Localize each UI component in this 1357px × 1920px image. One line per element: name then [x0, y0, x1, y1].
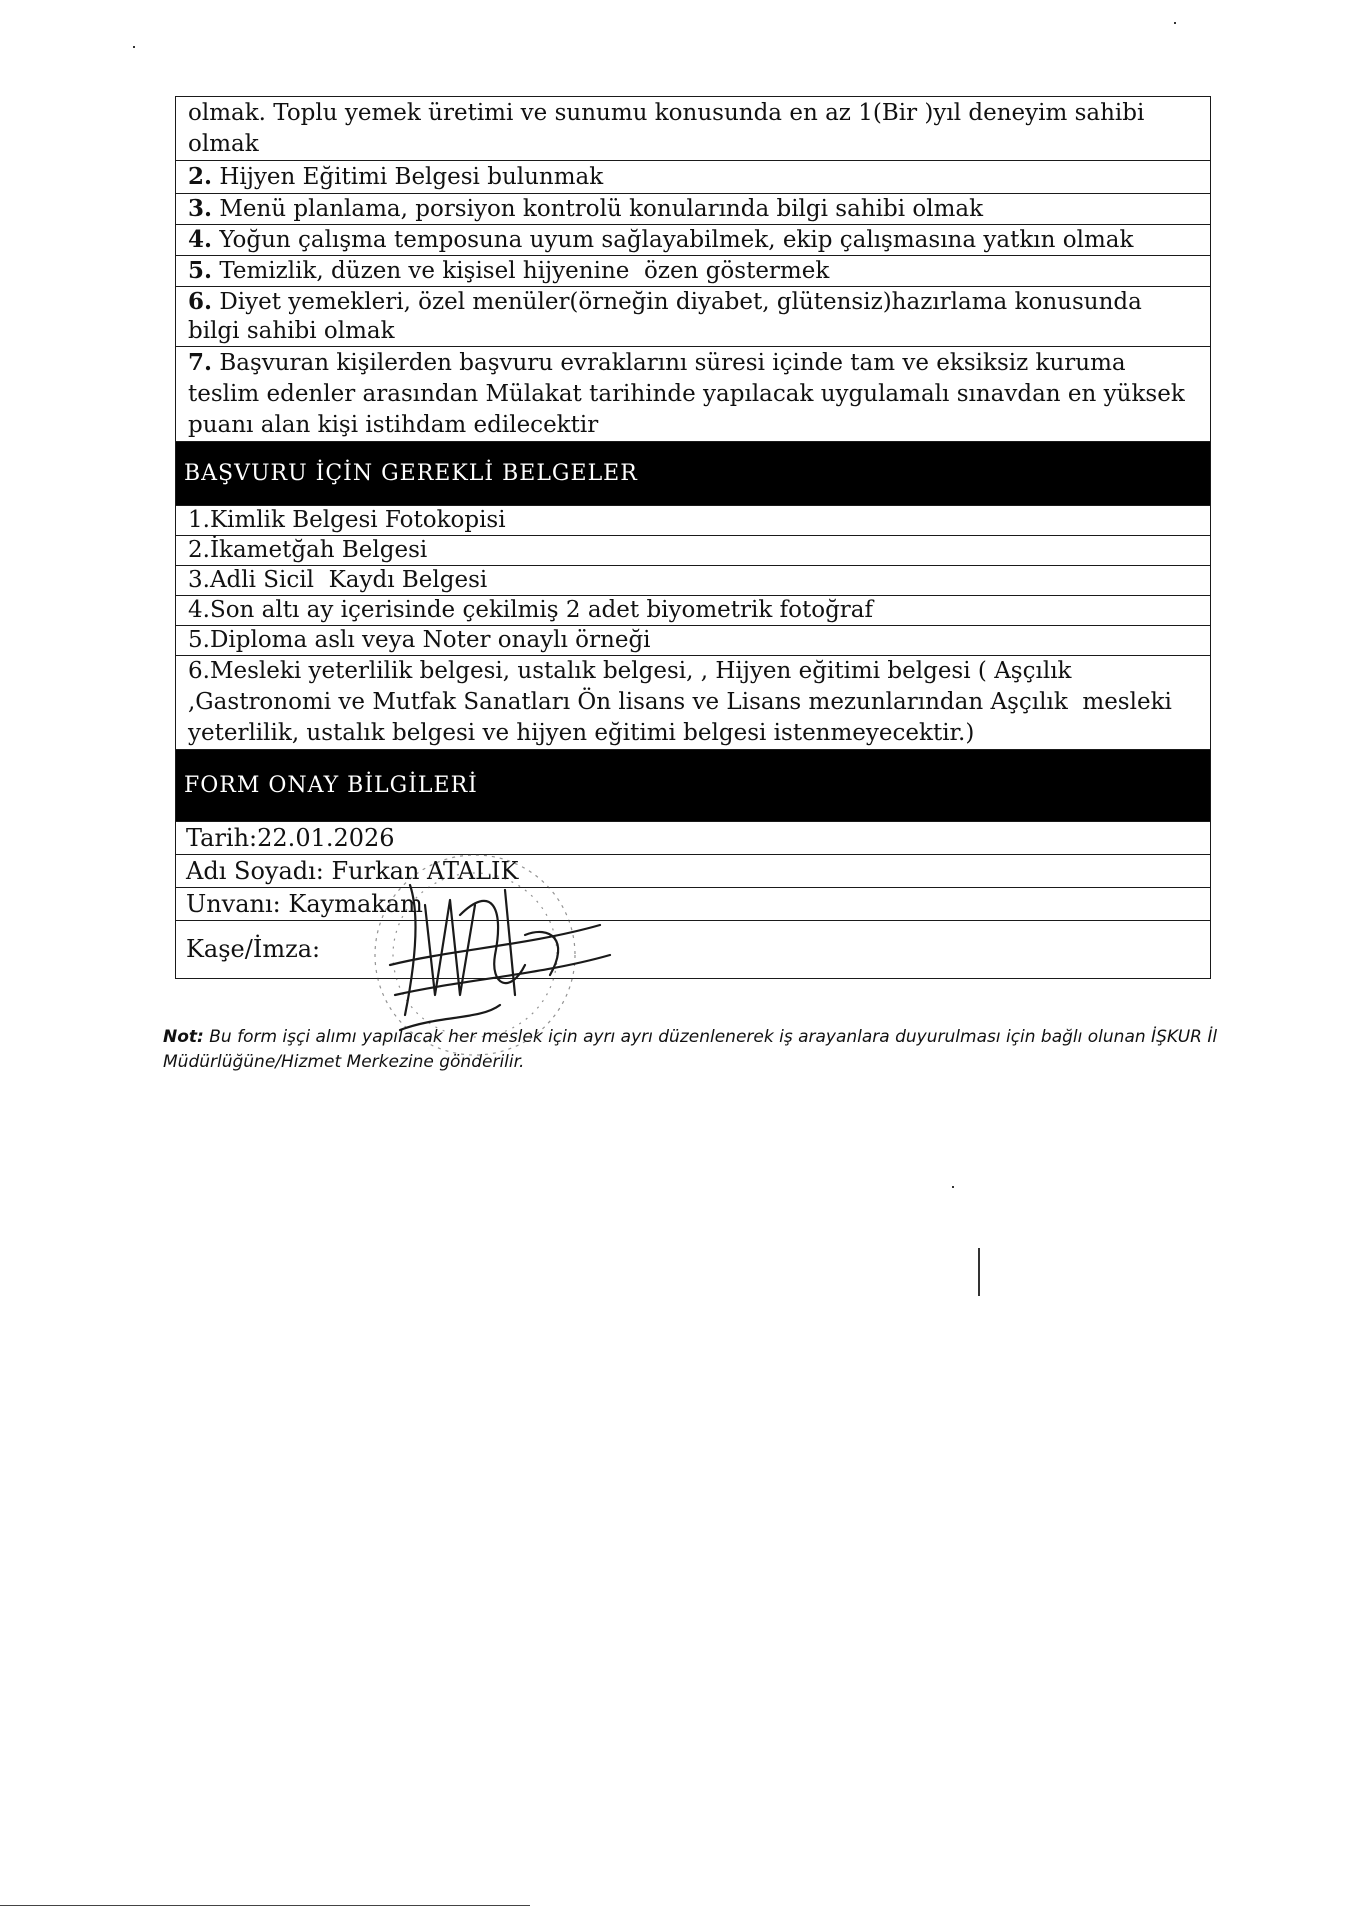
scan-artifact-bottom-line [0, 1905, 530, 1906]
requirement-number: 4. [188, 226, 213, 253]
requirement-row-1-continued [176, 97, 1210, 161]
document-row-4: 4.Son altı ay içerisinde çekilmiş 2 adet biyometrik fotoğraf [176, 596, 1210, 626]
requirement-text: olmak. Toplu yemek üretimi ve sunumu konusunda en az 1(Bir )yıl deneyim sahibi olmak [188, 100, 1145, 157]
requirement-text: Menü planlama, porsiyon kontrolü konularında bilgi sahibi olmak [212, 196, 984, 222]
document-row-2: 2.İkametğah Belgesi [176, 536, 1210, 566]
requirement-number: 3. [188, 195, 213, 222]
scan-artifact-line [978, 1248, 980, 1296]
document-row-6: 6.Mesleki yeterlilik belgesi, ustalık belgesi, , Hijyen eğitimi belgesi ( Aşçılık ,Gastronomi ve Mutfak Sanatları Ön lisans ve Lisans mezunlarından Aşçılık mesleki yeterlilik, ustalık belgesi ve hijyen eğitimi belgesi istenmeyecektir.) [176, 656, 1210, 750]
requirement-row-5 [176, 256, 1210, 287]
approval-signature: Kaşe/İmza: [176, 921, 1210, 979]
scan-artifact-dot [133, 46, 135, 48]
form-approval-header: FORM ONAY BİLGİLERİ [176, 750, 1210, 822]
document-row-5: 5.Diploma aslı veya Noter onaylı örneği [176, 626, 1210, 656]
job-posting-form-table [175, 96, 1211, 979]
requirement-row-6 [176, 287, 1210, 347]
requirement-text: Temizlik, düzen ve kişisel hijyenine özen göstermek [212, 258, 830, 284]
approval-date: Tarih:22.01.2026 [176, 822, 1210, 855]
footnote-text: Bu form işçi alımı yapılacak her meslek için ayrı ayrı düzenlenerek iş arayanlara duyurulması için bağlı olunan İŞKUR İl Müdürlüğüne/Hizmet Merkezine gönderilir. [163, 1027, 1218, 1072]
requirement-number: 2. [188, 163, 213, 190]
requirement-number: 7. [188, 349, 213, 376]
requirement-text: Başvuran kişilerden başvuru evraklarını süresi içinde tam ve eksiksiz kuruma teslim edenler arasından Mülakat tarihinde yapılacak uygulamalı sınavdan en yüksek puanı alan kişi istihdam edilecektir [188, 350, 1185, 438]
document-row-1: 1.Kimlik Belgesi Fotokopisi [176, 506, 1210, 536]
requirement-row-2 [176, 161, 1210, 194]
requirement-row-4 [176, 225, 1210, 256]
requirement-row-3 [176, 194, 1210, 225]
requirement-number: 6. [188, 288, 213, 315]
requirement-text: Diyet yemekleri, özel menüler(örneğin diyabet, glütensiz)hazırlama konusunda bilgi sahibi olmak [188, 289, 1142, 344]
scan-artifact-dot [952, 1186, 954, 1188]
requirement-text: Yoğun çalışma temposuna uyum sağlayabilmek, ekip çalışmasına yatkın olmak [212, 227, 1134, 253]
approval-title: Unvanı: Kaymakam [176, 888, 1210, 921]
requirement-number: 5. [188, 257, 213, 284]
requirement-row-7 [176, 347, 1210, 442]
footnote-label: Not: [163, 1027, 204, 1047]
required-documents-header: BAŞVURU İÇİN GEREKLİ BELGELER [176, 442, 1210, 506]
requirement-text: Hijyen Eğitimi Belgesi bulunmak [212, 164, 604, 190]
footnote [163, 1025, 1223, 1075]
scan-artifact-dot [1174, 22, 1176, 24]
approval-name: Adı Soyadı: Furkan ATALIK [176, 855, 1210, 888]
document-row-3: 3.Adli Sicil Kaydı Belgesi [176, 566, 1210, 596]
